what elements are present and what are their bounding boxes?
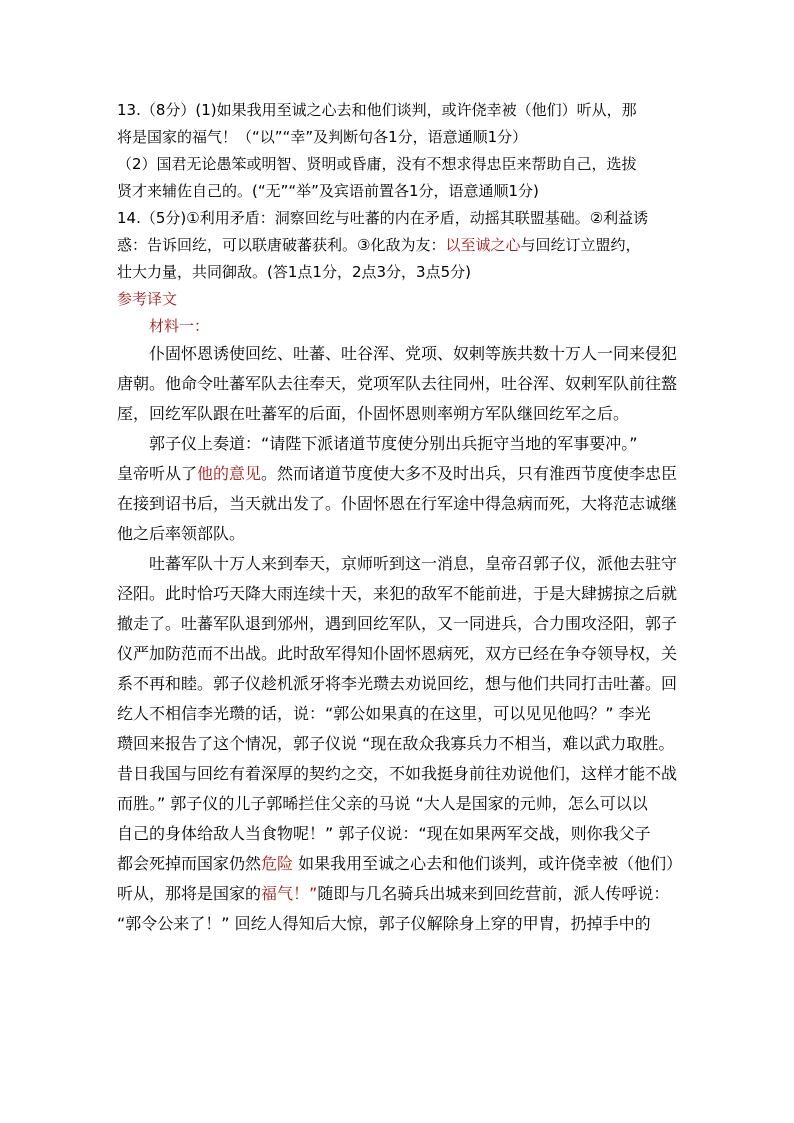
highlighted-phrase: 危险 bbox=[261, 854, 294, 873]
translation-heading: 参考译文 bbox=[117, 290, 178, 308]
paragraph-3-line bbox=[117, 854, 683, 873]
highlighted-phrase: 他的意见 bbox=[197, 464, 262, 483]
paragraph-3-line: 瓒回来报告了这个情况，郭子仪说 “现在敌众我寡兵力不相当，难以武力取胜。 bbox=[117, 734, 675, 753]
answer-14-text: 与回纥订立盟约， bbox=[520, 236, 641, 254]
paragraph-1-line: 唐朝。他命令吐蕃军队去往奉天，党项军队去往同州，吐谷浑、奴剌军队前往盩 bbox=[117, 374, 678, 393]
highlighted-phrase: 福气！” bbox=[261, 884, 318, 903]
paragraph-3-line: 撤走了。吐蕃军队退到邠州，遇到回纥军队，又一同进兵，合力围攻泾阳，郭子 bbox=[117, 614, 678, 633]
answer-13-line-4: 贤才来辅佐自己的。(“无”“举”及宾语前置各1分，语意通顺1分) bbox=[117, 182, 539, 200]
answer-13-line-1: 13.（8分）(1)如果我用至诚之心去和他们谈判，或许侥幸被（他们）听从，那 bbox=[117, 101, 637, 119]
paragraph-2-line: 在接到诏书后，当天就出发了。仆固怀恩在行军途中得急病而死，大将范志诚继 bbox=[117, 494, 678, 513]
paragraph-text: 。然而诸道节度使大多不及时出兵，只有淮西节度使李忠臣 bbox=[261, 464, 678, 483]
paragraph-text: 都会死掉而国家仍然 bbox=[117, 854, 262, 873]
paragraph-3-line: 仪严加防范而不出战。此时敌军得知仆固怀恩病死，双方已经在争夺领导权，关 bbox=[117, 644, 678, 663]
paragraph-3-line bbox=[117, 886, 677, 902]
paragraph-3-line: 吐蕃军队十万人来到奉天，京师听到这一消息，皇帝召郭子仪，派他去驻守 bbox=[149, 554, 678, 573]
answer-13-line-3: （2）国君无论愚笨或明智、贤明或昏庸，没有不想求得忠臣来帮助自己，选拔 bbox=[117, 155, 637, 173]
paragraph-2-line bbox=[117, 466, 677, 482]
answer-14-line-3: 壮大力量，共同御敌。(答1点1分，2点3分，3点5分) bbox=[117, 263, 471, 281]
paragraph-1-line: 厔，回纥军队跟在吐蕃军的后面，仆固怀恩则率朔方军队继回纥军之后。 bbox=[117, 404, 630, 423]
paragraph-3-line: 昔日我国与回纥有着深厚的契约之交，不如我挺身前往劝说他们，这样才能不战 bbox=[117, 764, 678, 783]
highlighted-phrase: 以至诚之心 bbox=[445, 236, 521, 254]
answer-14-line-1: 14.（5分)①利用矛盾：洞察回纥与吐蕃的内在矛盾，动摇其联盟基础。②利益诱 bbox=[117, 209, 649, 227]
paragraph-3-line: 泾阳。此时恰巧天降大雨连续十天，来犯的敌军不能前进，于是大肆掳掠之后就 bbox=[117, 584, 678, 603]
answer-13-line-2: 将是国家的福气！（“以”“幸”及判断句各1分，语意通顺1分） bbox=[117, 128, 528, 146]
paragraph-3-line: 纥人不相信李光瓒的话，说：“郭公如果真的在这里，可以见见他吗？” 李光 bbox=[117, 704, 651, 723]
paragraph-3-line: 而胜。” 郭子仪的儿子郭晞拦住父亲的马说 “大人是国家的元帅，怎么可以以 bbox=[117, 794, 648, 813]
paragraph-text: 听从，那将是国家的 bbox=[117, 884, 262, 903]
paragraph-text: 如果我用至诚之心去和他们谈判，或许侥幸被（他们） bbox=[293, 854, 683, 873]
paragraph-3-line: 自己的身体给敌人当食物呢！” 郭子仪说：“现在如果两军交战，则你我父子 bbox=[117, 824, 651, 843]
paragraph-text: 随即与几名骑兵出城来到回纥营前，派人传呼说： bbox=[317, 884, 670, 903]
answer-14-line-2 bbox=[117, 238, 677, 253]
paragraph-3-line: “郭令公来了！” 回纥人得知后大惊，郭子仪解除身上穿的甲胄，扔掉手中的 bbox=[117, 914, 651, 933]
answer-14-text: 惑：告诉回纥，可以联唐破蕃获利。③化敌为友： bbox=[117, 236, 446, 254]
paragraph-1-line: 仆固怀恩诱使回纥、吐蕃、吐谷浑、党项、奴剌等族共数十万人一同来侵犯 bbox=[149, 344, 678, 363]
paragraph-text: 皇帝听从了 bbox=[117, 464, 198, 483]
material-label: 材料一： bbox=[149, 317, 210, 335]
paragraph-2-line: 他之后率领部队。 bbox=[117, 524, 246, 543]
paragraph-2-line: 郭子仪上奏道：“请陛下派诸道节度使分别出兵扼守当地的军事要冲。” bbox=[149, 434, 638, 453]
document-page bbox=[117, 101, 683, 946]
paragraph-3-line: 系不再和睦。郭子仪趁机派牙将李光瓒去劝说回纥，想与他们共同打击吐蕃。回 bbox=[117, 674, 678, 693]
